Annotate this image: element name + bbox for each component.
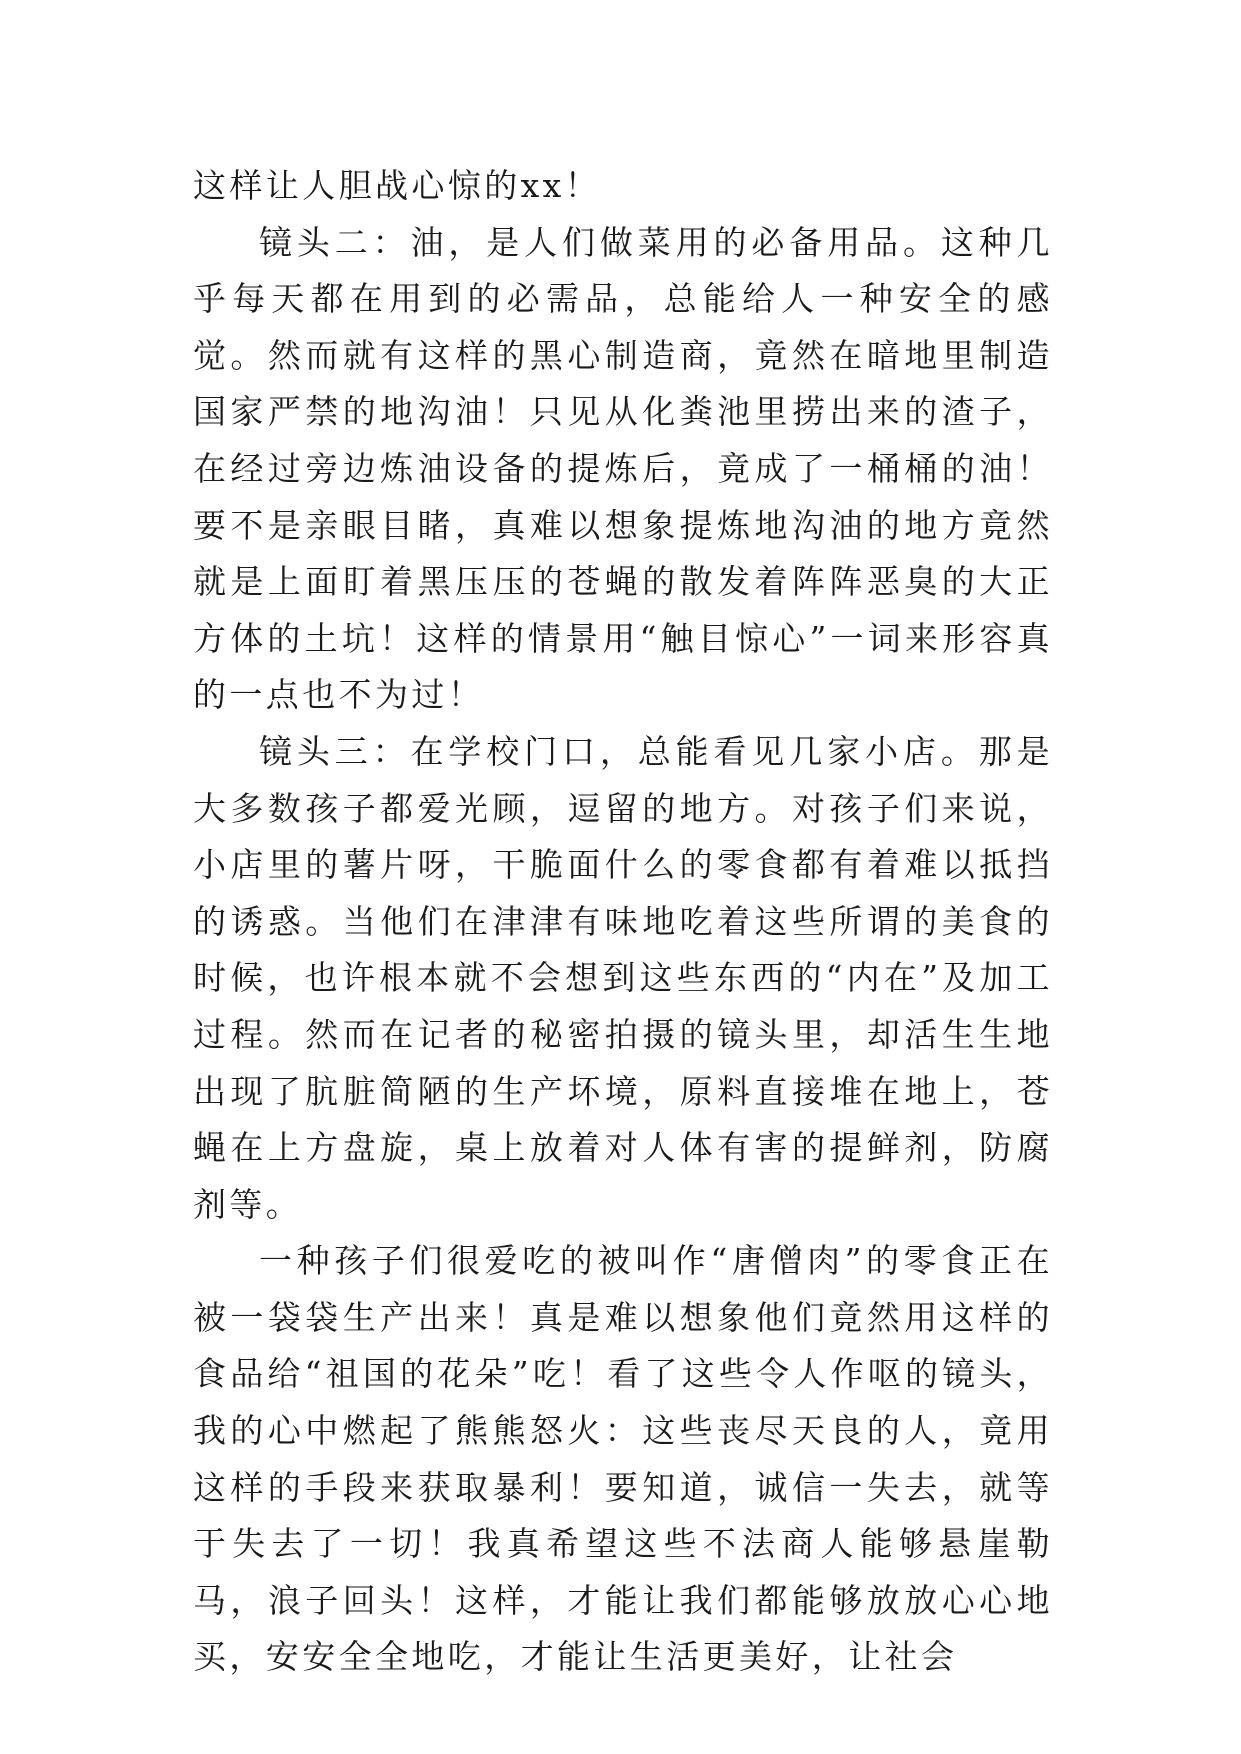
paragraph-continuation: 这样让人胆战心惊的xx！ [193, 166, 602, 205]
paragraph-shot-two: 镜头二：油，是人们做菜用的必备用品。这种几乎每天都在用到的必需品，总能给人一种安全的感觉。然而就有这样的黑心制造商，竟然在暗地里制造国家严禁的地沟油！只见从化粪池里捞出来的渣子，在经过旁边炼油设备的提炼后，竟成了一桶桶的油！要不是亲眼目睹，真难以想象提炼地沟油的地方竟然就是上面盯着黑压压的苍蝇的散发着阵阵恶臭的大正方体的土坑！这样的情景用“触目惊心”一词来形容真的一点也不为过！ [193, 222, 1053, 715]
paragraph-shot-three: 镜头三：在学校门口，总能看见几家小店。那是大多数孩子都爱光顾，逗留的地方。对孩子们来说，小店里的薯片呀，干脆面什么的零食都有着难以抵挡的诱惑。当他们在津津有味地吃着这些所谓的美食的时候，也许根本就不会想到这些东西的“内在”及加工过程。然而在记者的秘密拍摄的镜头里，却活生生地出现了肮脏简陋的生产坏境，原料直接堆在地上，苍蝇在上方盘旋，桌上放着对人体有害的提鲜剂，防腐剂等。 [193, 731, 1053, 1224]
paragraph-conclusion: 一种孩子们很爱吃的被叫作“唐僧肉”的零食正在被一袋袋生产出来！真是难以想象他们竟然用这样的食品给“祖国的花朵”吃！看了这些令人作呕的镜头，我的心中燃起了熊熊怒火：这些丧尽天良的人，竟用这样的手段来获取暴利！要知道，诚信一失去，就等于失去了一切！我真希望这些不法商人能够悬崖勒马，浪子回头！这样，才能让我们都能够放放心心地买，安安全全地吃，才能让生活更美好，让社会 [193, 1241, 1053, 1677]
body-text [193, 158, 1053, 1686]
